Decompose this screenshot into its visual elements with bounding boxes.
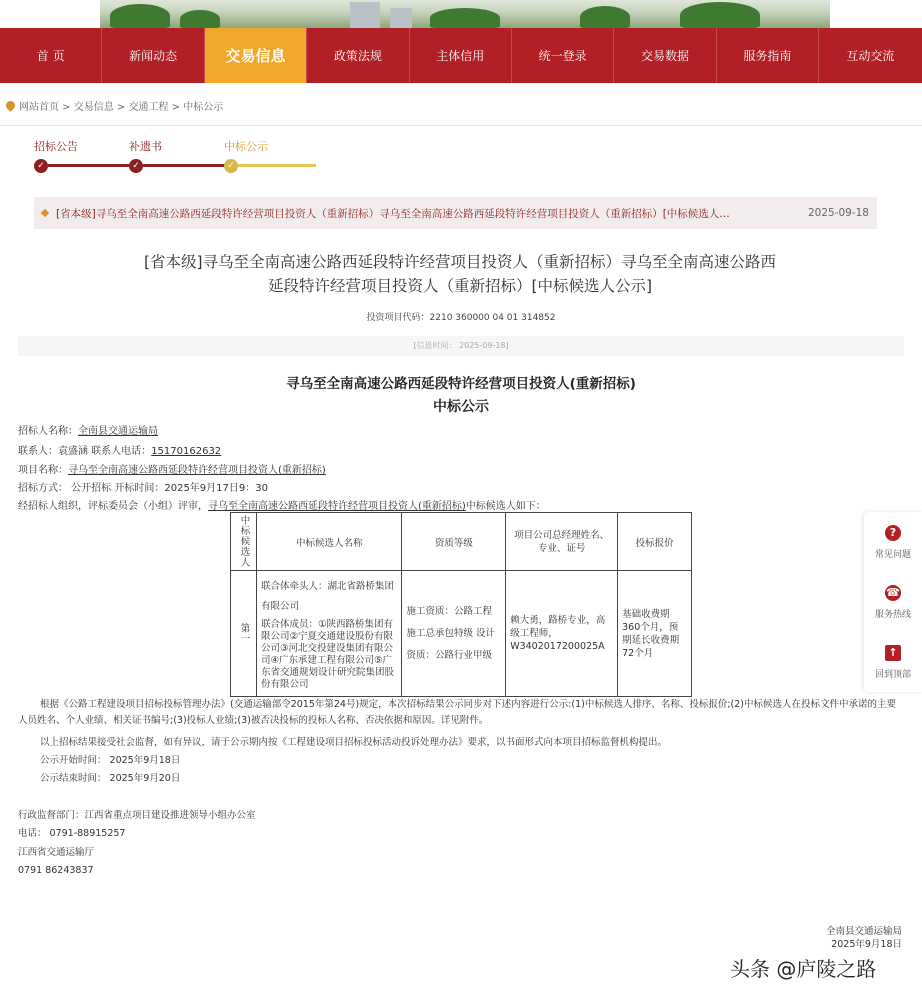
breadcrumb xyxy=(6,98,223,113)
col-qualification-header: 资质等级 xyxy=(402,513,506,571)
info-time: [信息时间： 2025-09-18] xyxy=(18,336,904,356)
publish-start: 公示开始时间： 2025年9月18日 xyxy=(40,755,181,766)
step-label-1[interactable]: 招标公告 xyxy=(34,140,78,153)
contact-line xyxy=(18,442,221,457)
nav-interaction[interactable]: 互动交流 xyxy=(846,49,895,63)
sign-date: 2025年9月18日 xyxy=(831,939,902,950)
transport-dept-phone: 0791 86243837 xyxy=(18,865,94,876)
notice-title[interactable]: [省本级]寻乌至全南高速公路西延段特许经营项目投资人（重新招标）寻乌至全南高速公路西延段特许经营项目投资人（重新招标）[中标候选人… xyxy=(56,207,730,220)
notice-date: 2025-09-18 xyxy=(807,207,869,219)
banner-image xyxy=(100,0,830,28)
notice-item[interactable] xyxy=(34,197,877,229)
intro-line xyxy=(18,497,546,512)
legal-basis-paragraph: 根据《公路工程建设项目招标投标管理办法》(交通运输部令2015年第24号)规定，本次招标结果公示同步对下述内容进行公示:(1)中标候选人排序、名称、投标报价;(2)中标候选人在投标文件中承诺的主要人员姓名、个人业绩、相关证书编号;(3)投标人业绩;(3)被否决投标的投标人名称、否决依据和原因。详见附件。 xyxy=(18,699,896,726)
step-connector-current xyxy=(238,164,316,167)
step-label-2[interactable]: 补遗书 xyxy=(129,140,162,153)
project-label: 项目名称： xyxy=(18,465,68,476)
arrow-up-icon: ↑ xyxy=(885,645,901,661)
location-pin-icon xyxy=(4,99,17,112)
intro-link[interactable]: 寻乌至全南高速公路西延段特许经营项目投资人(重新招标) xyxy=(208,501,466,512)
nav-login[interactable]: 统一登录 xyxy=(512,28,614,83)
nav-trade-data[interactable]: 交易数据 xyxy=(614,28,716,83)
candidate-table xyxy=(230,512,692,697)
document-subtitle: 中标公示 xyxy=(433,399,489,415)
nav-guide[interactable]: 服务指南 xyxy=(717,28,819,83)
check-icon: ✓ xyxy=(129,159,143,173)
faq-button[interactable]: ? 常见问题 xyxy=(874,525,911,560)
page-title: [省本级]寻乌至全南高速公路西延段特许经营项目投资人（重新招标）寻乌至全南高速公路西延段特许经营项目投资人（重新招标）[中标候选人公示] xyxy=(143,253,777,295)
col-rank-header: 中标候选人 xyxy=(231,513,257,571)
document-title: 寻乌至全南高速公路西延段特许经营项目投资人(重新招标) xyxy=(286,376,636,392)
transport-dept: 江西省交通运输厅 xyxy=(18,847,95,858)
qualification-cell: 施工资质：公路工程施工总承包特级 设计资质：公路行业甲级 xyxy=(402,571,506,697)
step-label-3[interactable]: 中标公示 xyxy=(224,140,268,153)
bid-cell: 基础收费期360个月，预期延长收费期72个月 xyxy=(618,571,692,697)
nav-policy[interactable]: 政策法规 xyxy=(307,28,409,83)
nav-home[interactable]: 首 页 xyxy=(0,28,102,83)
publish-end: 公示结束时间： 2025年9月20日 xyxy=(40,773,181,784)
step-connector xyxy=(143,164,225,167)
nav-news[interactable]: 新闻动态 xyxy=(102,28,204,83)
divider xyxy=(0,125,922,126)
nav-trade-info[interactable]: 交易信息 xyxy=(205,28,307,83)
check-icon: ✓ xyxy=(224,159,238,173)
nav-credit[interactable]: 主体信用 xyxy=(410,28,512,83)
bullet-icon xyxy=(41,209,49,217)
signature-block xyxy=(826,925,902,951)
contact-text: 联系人：袁盛涵 联系人电话： xyxy=(18,446,152,457)
col-name-header: 中标候选人名称 xyxy=(256,513,402,571)
name-cell: 联合体牵头人：湖北省路桥集团有限公司 联合体成员：①陕西路桥集团有限公司②宁夏交通建设股份有限公司③河北交投建设集团有限公司④广东承建工程有限公司⑤广东省交通规划设计研究院集团股份有限公司 xyxy=(256,571,402,697)
back-to-top-button[interactable]: ↑ 回到顶部 xyxy=(874,645,911,680)
check-icon: ✓ xyxy=(34,159,48,173)
tenderer-line xyxy=(18,422,158,437)
contact-phone[interactable]: 15170162632 xyxy=(151,446,222,457)
side-toolbar xyxy=(864,512,922,692)
table-row xyxy=(231,571,692,697)
method-line: 招标方式： 公开招标 开标时间：2025年9月17日9：30 xyxy=(18,483,268,494)
intro-prefix: 经招标人组织，评标委员会（小组）评审， xyxy=(18,501,208,512)
main-nav xyxy=(0,28,922,83)
tenderer-label: 招标人名称： xyxy=(18,426,78,437)
supervisor: 行政监督部门：江西省重点项目建设推进领导小组办公室 xyxy=(18,810,256,821)
project-code: 投资项目代码：2210 360000 04 01 314852 xyxy=(366,313,556,323)
watermark: 头条 @庐陵之路 xyxy=(730,957,877,981)
breadcrumb-text[interactable]: 网站首页 > 交易信息 > 交通工程 > 中标公示 xyxy=(19,102,224,113)
col-manager-header: 项目公司总经理姓名、专业、证号 xyxy=(506,513,618,571)
supervision-paragraph: 以上招标结果接受社会监督，如有异议，请于公示期内按《工程建设项目招标投标活动投诉处理办法》要求，以书面形式向本项目招标监督机构提出。 xyxy=(40,737,668,748)
tenderer-link[interactable]: 全南县交通运输局 xyxy=(78,426,158,437)
sign-org: 全南县交通运输局 xyxy=(825,926,902,937)
hotline-button[interactable]: ☎ 服务热线 xyxy=(874,585,911,620)
phone-icon: ☎ xyxy=(886,585,900,599)
project-link[interactable]: 寻乌至全南高速公路西延段特许经营项目投资人(重新招标) xyxy=(68,465,326,476)
rank-cell: 第一 xyxy=(231,571,257,697)
question-icon: ? xyxy=(885,525,901,541)
progress-steps xyxy=(34,138,334,178)
step-connector xyxy=(48,164,130,167)
intro-suffix: 中标候选人如下： xyxy=(465,501,546,512)
col-bid-header: 投标报价 xyxy=(618,513,692,571)
header-banner xyxy=(0,0,922,28)
project-line xyxy=(18,461,326,476)
supervisor-phone: 电话： 0791-88915257 xyxy=(18,828,126,839)
table-header-row xyxy=(231,513,692,571)
manager-cell: 赖大勇，路桥专业，高级工程师，W3402017200025A xyxy=(506,571,618,697)
